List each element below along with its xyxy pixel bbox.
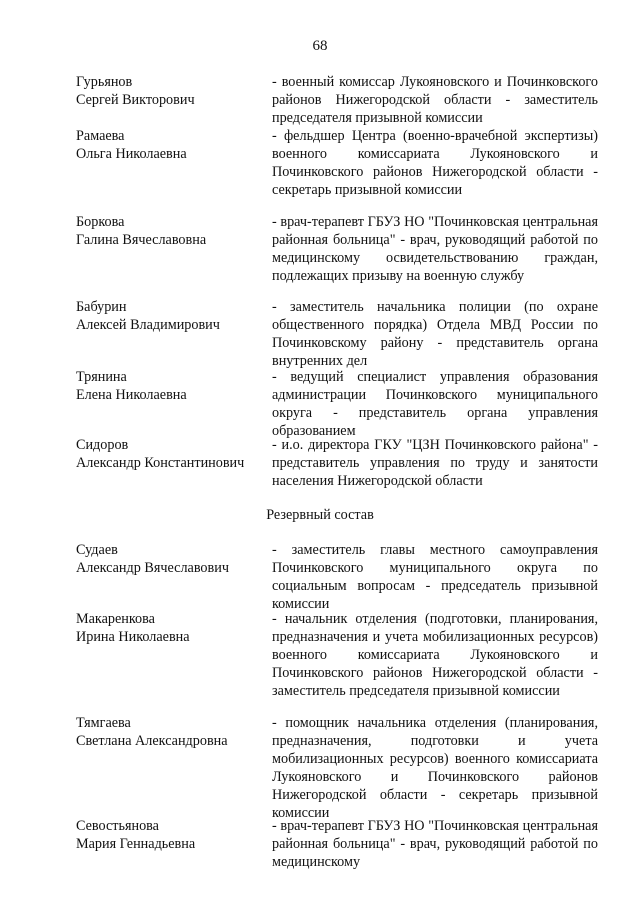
member-role: - и.о. директора ГКУ "ЦЗН Починковского района" - представитель управления по труду и занятости населения Нижегородской области bbox=[272, 437, 598, 489]
member-given-name: Александр Константинович bbox=[76, 455, 245, 471]
member-surname: Сидоров bbox=[76, 437, 129, 453]
member-given-name: Ольга Николаевна bbox=[76, 146, 187, 162]
member-name bbox=[76, 213, 266, 249]
member-role: - заместитель главы местного самоуправления Починковского муниципального округа по социальным вопросам - председатель призывной комиссии bbox=[272, 542, 598, 612]
member-role: - фельдшер Центра (военно-врачебной экспертизы) военного комиссариата Лукояновского и Починковского районов Нижегородской области - секретарь призывной комиссии bbox=[272, 128, 598, 198]
member-given-name: Алексей Владимирович bbox=[76, 317, 220, 333]
member-role: - начальник отделения (подготовки, планирования, предназначения и учета мобилизационных ресурсов) военного комиссариата Лукояновского и Починковского районов Нижегородской области - заместитель председателя призывной комиссии bbox=[272, 611, 598, 699]
member-name bbox=[76, 436, 266, 472]
member-role: - врач-терапевт ГБУЗ НО "Починковская центральная районная больница" - врач, руководящий работой по медицинскому освидетельствованию граждан, подлежащих призыву на военную службу bbox=[272, 214, 598, 284]
member-surname: Боркова bbox=[76, 214, 125, 230]
member-surname: Трянина bbox=[76, 369, 127, 385]
member-surname: Судаев bbox=[76, 542, 118, 558]
member-given-name: Елена Николаевна bbox=[76, 387, 187, 403]
member-name bbox=[76, 541, 266, 577]
member-name bbox=[76, 714, 266, 750]
member-given-name: Александр Вячеславович bbox=[76, 560, 229, 576]
member-role: - военный комиссар Лукояновского и Починковского районов Нижегородской области - заместитель председателя призывной комиссии bbox=[272, 74, 598, 126]
member-given-name: Галина Вячеславовна bbox=[76, 232, 207, 248]
member-name bbox=[76, 368, 266, 404]
reserve-section-heading: Резервный состав bbox=[266, 507, 374, 523]
member-name bbox=[76, 298, 266, 334]
member-name bbox=[76, 127, 266, 163]
member-role: - ведущий специалист управления образования администрации Починковского муниципального округа - представитель органа управления образованием bbox=[272, 369, 598, 439]
member-role: - заместитель начальника полиции (по охране общественного порядка) Отдела МВД России по Починковскому району - представитель органа внутренних дел bbox=[272, 299, 598, 369]
member-surname: Рамаева bbox=[76, 128, 125, 144]
member-given-name: Сергей Викторович bbox=[76, 92, 195, 108]
member-surname: Макаренкова bbox=[76, 611, 155, 627]
member-role: - врач-терапевт ГБУЗ НО "Починковская центральная районная больница" - врач, руководящий работой по медицинскому bbox=[272, 818, 598, 870]
member-given-name: Ирина Николаевна bbox=[76, 629, 190, 645]
member-surname: Бабурин bbox=[76, 299, 127, 315]
member-given-name: Светлана Александровна bbox=[76, 733, 228, 749]
member-name bbox=[76, 610, 266, 646]
member-surname: Гурьянов bbox=[76, 74, 133, 90]
page-number: 68 bbox=[312, 38, 328, 54]
member-surname: Тямгаева bbox=[76, 715, 131, 731]
member-role: - помощник начальника отделения (планирования, предназначения, подготовки и учета мобилизационных ресурсов) военного комиссариата Лукояновского и Починковского районов Нижегородской области - секретарь призывной комиссии bbox=[272, 715, 598, 821]
member-given-name: Мария Геннадьевна bbox=[76, 836, 196, 852]
member-name bbox=[76, 73, 266, 109]
member-name bbox=[76, 817, 266, 853]
member-surname: Севостьянова bbox=[76, 818, 159, 834]
